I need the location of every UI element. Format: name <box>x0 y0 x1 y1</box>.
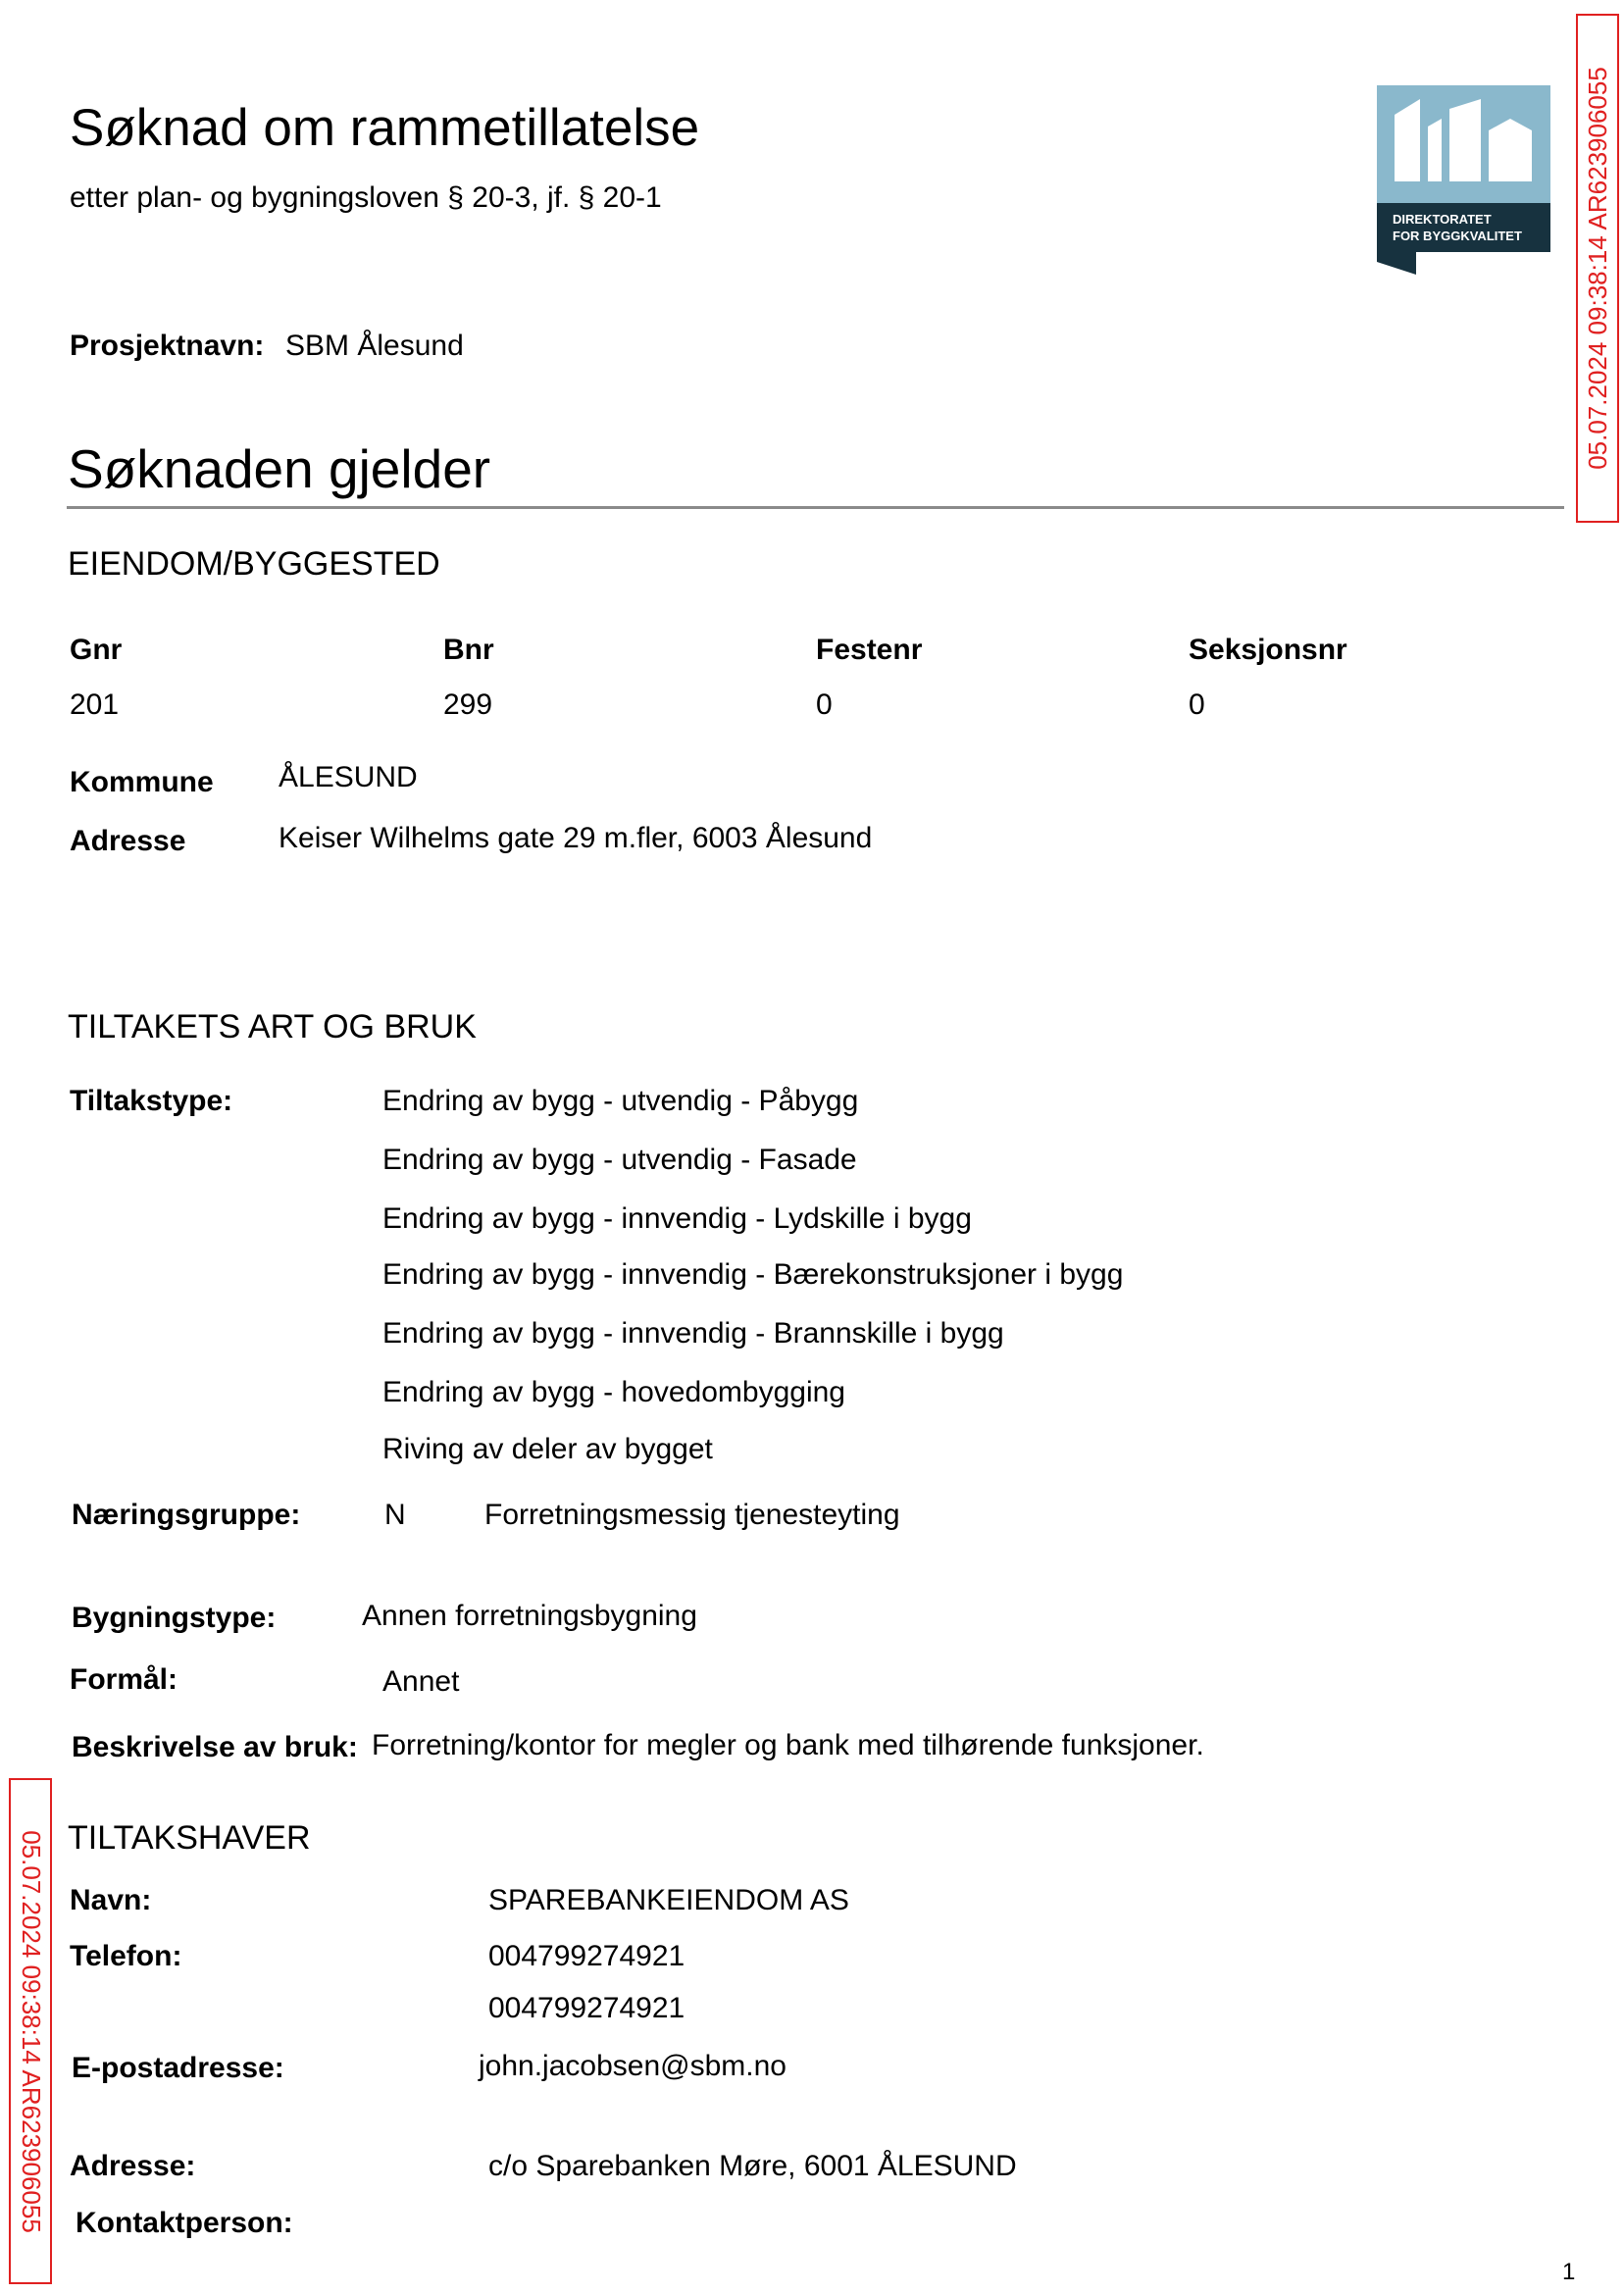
kommune-label: Kommune <box>70 766 214 798</box>
festenr-label: Festenr <box>816 634 923 666</box>
eiendom-heading: EIENDOM/BYGGESTED <box>68 545 440 583</box>
bygningstype-value: Annen forretningsbygning <box>362 1600 697 1632</box>
adresse-label: Adresse <box>70 825 186 857</box>
tiltakstype-item: Endring av bygg - hovedombygging <box>382 1376 845 1408</box>
beskrivelse-value: Forretning/kontor for megler og bank med tilhørende funksjoner. <box>372 1729 1204 1761</box>
navn-label: Navn: <box>70 1884 152 1916</box>
formal-value: Annet <box>382 1665 460 1698</box>
tiltakstype-item: Endring av bygg - innvendig - Lydskille i bygg <box>382 1202 972 1235</box>
formal-label: Formål: <box>70 1663 178 1696</box>
bnr-label: Bnr <box>443 634 494 666</box>
adresse-value: Keiser Wilhelms gate 29 m.fler, 6003 Ålesund <box>279 822 873 854</box>
dibk-logo <box>1377 85 1550 275</box>
bnr-value: 299 <box>443 688 493 721</box>
festenr-value: 0 <box>816 688 833 721</box>
tiltakstype-item: Riving av deler av bygget <box>382 1433 713 1465</box>
tiltakstype-item: Endring av bygg - utvendig - Påbygg <box>382 1085 859 1117</box>
svg-text:DIREKTORATET: DIREKTORATET <box>1393 212 1492 227</box>
kontaktperson-label: Kontaktperson: <box>76 2207 293 2239</box>
tiltakstype-item: Endring av bygg - utvendig - Fasade <box>382 1144 857 1176</box>
tiltakshaver-adresse-label: Adresse: <box>70 2150 196 2182</box>
naeringsgruppe-code: N <box>384 1499 406 1531</box>
section-title: Søknaden gjelder <box>68 438 491 499</box>
svg-text:FOR BYGGKVALITET: FOR BYGGKVALITET <box>1393 229 1522 243</box>
gnr-value: 201 <box>70 688 120 721</box>
archive-stamp-bottom: 05.07.2024 09:38:14 AR623906055 <box>9 1778 52 2284</box>
telefon-label: Telefon: <box>70 1940 182 1972</box>
tiltak-heading: TILTAKETS ART OG BRUK <box>68 1008 477 1045</box>
beskrivelse-label: Beskrivelse av bruk: <box>72 1731 358 1763</box>
tiltakstype-label: Tiltakstype: <box>70 1085 233 1117</box>
epost-label: E-postadresse: <box>72 2052 284 2084</box>
seksjonsnr-value: 0 <box>1189 688 1205 721</box>
telefon-value: 004799274921 <box>488 1940 685 1972</box>
project-value: SBM Ålesund <box>285 330 464 362</box>
epost-value: john.jacobsen@sbm.no <box>479 2050 787 2082</box>
bygningstype-label: Bygningstype: <box>72 1602 277 1634</box>
navn-value: SPAREBANKEIENDOM AS <box>488 1884 849 1916</box>
telefon-value: 004799274921 <box>488 1992 685 2024</box>
tiltakshaver-heading: TILTAKSHAVER <box>68 1819 311 1857</box>
naeringsgruppe-text: Forretningsmessig tjenesteyting <box>484 1499 900 1531</box>
naeringsgruppe-label: Næringsgruppe: <box>72 1499 301 1531</box>
kommune-value: ÅLESUND <box>279 761 418 793</box>
seksjonsnr-label: Seksjonsnr <box>1189 634 1347 666</box>
tiltakstype-item: Endring av bygg - innvendig - Brannskille i bygg <box>382 1317 1004 1350</box>
document-title: Søknad om rammetillatelse <box>70 99 700 157</box>
project-label: Prosjektnavn: <box>70 330 265 362</box>
section-divider <box>67 506 1564 509</box>
document-subtitle: etter plan- og bygningsloven § 20-3, jf. § 20-1 <box>70 181 662 214</box>
tiltakstype-item: Endring av bygg - innvendig - Bærekonstruksjoner i bygg <box>382 1258 1124 1291</box>
page-number: 1 <box>1562 2259 1576 2285</box>
gnr-label: Gnr <box>70 634 123 666</box>
tiltakshaver-adresse-value: c/o Sparebanken Møre, 6001 ÅLESUND <box>488 2150 1017 2182</box>
archive-stamp-top: 05.07.2024 09:38:14 AR623906055 <box>1576 14 1619 523</box>
